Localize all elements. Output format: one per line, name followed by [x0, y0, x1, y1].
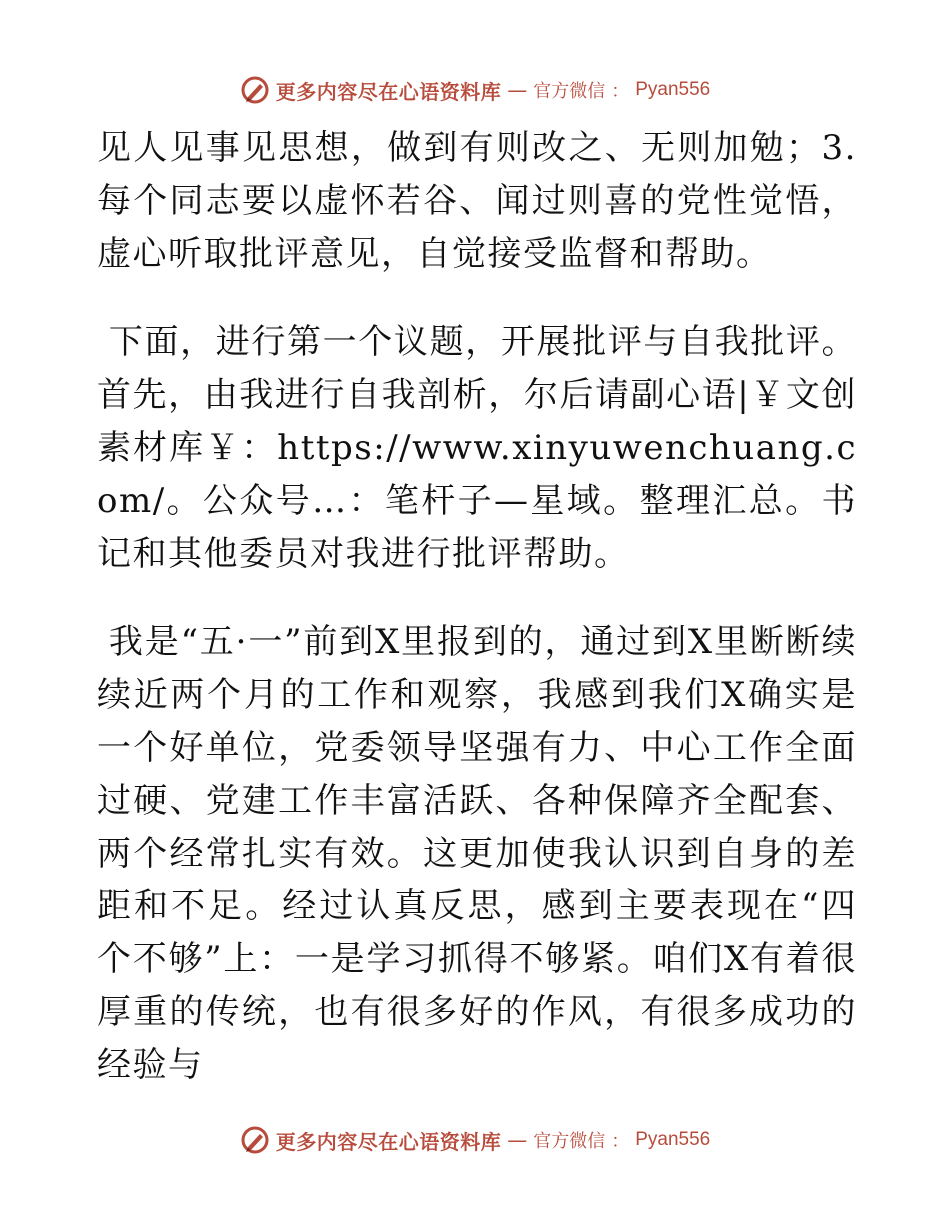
banner-wechat-label: 官方微信	[533, 81, 606, 102]
paragraph-3: 我是“五·一”前到X里报到的，通过到X里断断续续近两个月的工作和观察，我感到我们X确实是一个好单位，党委领导坚强有力、中心工作全面过硬、党建工作丰富活跃、各种保障齐全配套、两个经常扎实有效。这更加使我认识到自身的差距和不足。经过认真反思，感到主要表现在“四个不够”上：一是学习抓得不够紧。咱们X有着很厚重的传统，也有很多好的作风，有很多成功的经验与	[97, 622, 857, 1085]
paragraph-2: 下面，进行第一个议题，开展批评与自我批评。首先，由我进行自我剖析，尔后请副心语|￥文创素材库￥：https://www.xinyuwenchuang.com/。公众号…：笔杆子—星域。整理汇总。书记和其他委员对我进行批评帮助。	[97, 322, 857, 574]
banner-wechat-id: Pyan556	[635, 79, 711, 100]
paragraph-1: 见人见事见思想，做到有则改之、无则加勉；3.每个同志要以虚怀若谷、闻过则喜的党性觉悟，虚心听取批评意见，自觉接受监督和帮助。	[97, 128, 857, 274]
banner-dash: —	[507, 1128, 528, 1152]
banner-brand-text: 更多内容尽在心语资料库	[275, 79, 502, 104]
pen-logo-icon	[240, 75, 270, 105]
banner-wechat-id: Pyan556	[635, 1129, 711, 1150]
banner-separator: ：	[611, 81, 630, 102]
footer-watermark	[0, 1120, 950, 1160]
header-watermark	[0, 70, 950, 110]
document-body	[97, 122, 857, 1092]
banner-brand-text: 更多内容尽在心语资料库	[275, 1129, 502, 1154]
banner-wechat-label: 官方微信	[533, 1131, 606, 1152]
banner-dash: —	[507, 78, 528, 102]
banner-separator: ：	[611, 1131, 630, 1152]
pen-logo-icon	[240, 1125, 270, 1155]
